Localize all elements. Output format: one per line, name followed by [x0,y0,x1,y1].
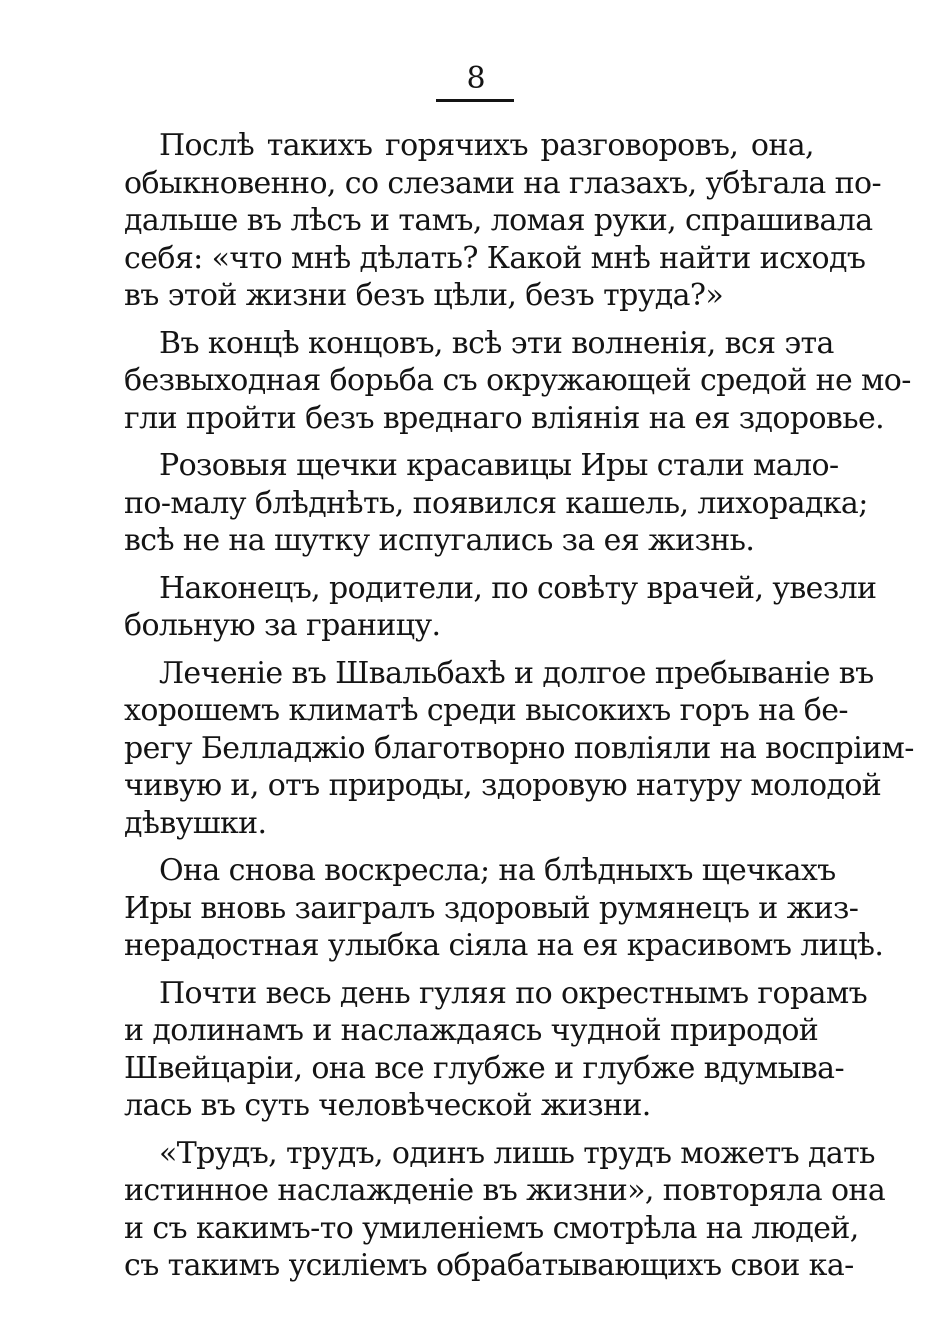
text-line: больную за границу. [124,608,441,643]
text-line: регу Белладжіо благотворно повліяли на воспріим- [124,730,914,766]
text-line: дѣвушки. [124,805,267,841]
paragraph [124,570,877,645]
text-line: лась въ суть человѣческой жизни. [124,1088,651,1123]
text-line: истинное наслажденіе въ жизни», повторяла она [124,1173,886,1208]
text-line: безвыходная борьба съ окружающей средой не мо- [124,363,911,398]
paragraph [124,1135,886,1285]
paragraph [124,655,914,843]
text-line: нерадостная улыбка сіяла на ея красивомъ лицѣ. [124,928,884,963]
text-line: Швейцаріи, она все глубже и глубже вдумыва- [124,1050,844,1086]
text-line: хорошемъ климатѣ среди высокихъ горъ на бе- [124,693,848,728]
text-line: по-малу блѣднѣть, появился кашель, лихорадка; [124,485,868,521]
text-line: дальше въ лѣсъ и тамъ, ломая руки, спрашивала [124,203,873,238]
page-number: 8 [466,61,486,96]
text-line: и долинамъ и наслаждаясь чудной природой [124,1013,819,1048]
paragraph [124,447,868,560]
text-line: гли пройти безъ вреднаго вліянія на ея здоровье. [124,400,885,436]
text-line: обыкновенно, со слезами на глазахъ, убѣгала по- [124,165,881,201]
text-line: Послѣ такихъ горячихъ разговоровъ, она, [159,128,814,163]
text-line: всѣ не на шутку испугались за ея жизнь. [124,523,755,558]
text-line: и съ какимъ-то умиленіемъ смотрѣла на людей, [124,1210,859,1246]
text-line: въ этой жизни безъ цѣли, безъ труда?» [124,278,724,313]
page-number-rule [436,99,514,102]
paragraph [124,975,868,1125]
text-line: «Трудъ, трудъ, одинъ лишь трудъ можетъ дать [159,1135,875,1171]
paragraph [124,852,884,965]
text-line: Иры вновь заигралъ здоровый румянецъ и жиз- [124,890,859,926]
text-line: Въ концѣ концовъ, всѣ эти волненія, вся эта [159,325,834,361]
text-line: чивую и, отъ природы, здоровую натуру молодой [124,768,882,803]
paragraph [124,127,881,315]
text-line: Почти весь день гуляя по окрестнымъ горамъ [159,975,868,1011]
text-line: Леченіе въ Швальбахѣ и долгое пребываніе въ [159,655,874,691]
body-text [124,127,914,1295]
text-line: себя: «что мнѣ дѣлать? Какой мнѣ найти исходъ [124,240,866,276]
text-line: Она снова воскресла; на блѣдныхъ щечкахъ [159,853,836,888]
text-line: съ такимъ усиліемъ обрабатывающихъ свои ка- [124,1248,854,1283]
text-line: Розовыя щечки красавицы Иры стали мало- [159,448,839,483]
text-line: Наконецъ, родители, по совѣту врачей, увезли [159,570,877,606]
paragraph [124,325,911,438]
